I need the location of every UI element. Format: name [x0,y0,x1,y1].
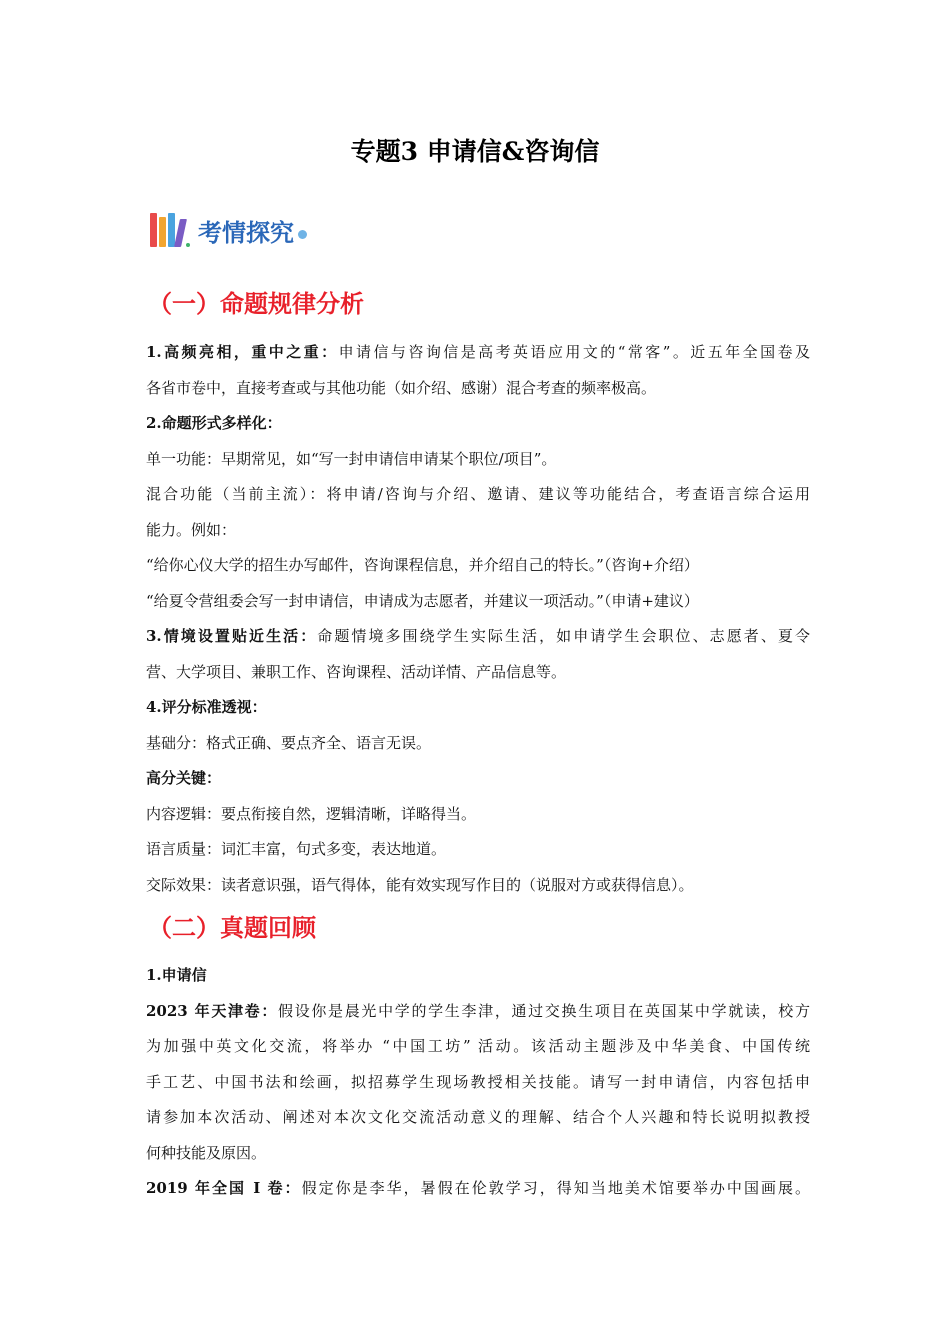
example-line: “给你心仪大学的招生办写邮件，咨询课程信息，并介绍自己的特长。”（咨询+介绍） [146,556,699,574]
paragraph-line: 基础分：格式正确、要点齐全、语言无误。 [146,733,432,752]
paragraph-line: 各省市卷中，直接考查或与其他功能（如介绍、感谢）混合考查的频率极高。 [146,378,657,397]
exam-analysis-banner [150,210,307,250]
paragraph-line: 交际效果：读者意识强，语气得体，能有效实现写作目的（说服对方或获得信息）。 [146,875,694,894]
paragraph-line: 能力。例如： [146,520,237,539]
paragraph-line: 单一功能：早期常见，如“写一封申请信申请某个职位/项目”。 [146,449,557,468]
paragraph-line: 营、大学项目、兼职工作、咨询课程、活动详情、产品信息等。 [146,662,567,681]
document-title: 专题3 申请信&咨询信 [350,137,600,166]
example-line: “给夏令营组委会写一封申请信，申请成为志愿者，并建议一项活动。”（申请+建议） [146,591,699,610]
paragraph-line: 语言质量：词汇丰富，句式多变，表达地道。 [146,840,447,858]
paragraph-heading: 4.评分标准透视： [146,698,267,716]
paragraph-line: 手工艺、中国书法和绘画，拟招募学生现场教授相关技能。请写一封申请信，内容包括申 [146,1072,810,1091]
paragraph-line: 请参加本次活动、阐述对本次文化交流活动意义的理解、结合个人兴趣和特长说明拟教授 [146,1108,810,1126]
paragraph-line: 内容逻辑：要点衔接自然，逻辑清晰，详略得当。 [146,804,477,823]
banner-label: 考情探究 [198,218,294,247]
subsection-heading: 1.申请信 [146,966,207,984]
paragraph-line: 2023 年天津卷：假设你是晨光中学的学生李津，通过交换生项目在英国某中学就读，校方 [146,1001,810,1020]
paragraph-line: 2019 年全国 I 卷：假定你是李华，暑假在伦敦学习，得知当地美术馆要举办中国画展。 [146,1179,810,1197]
paragraph-line: 3.情境设置贴近生活：命题情境多围绕学生实际生活，如申请学生会职位、志愿者、夏令 [146,627,810,645]
section2-body [146,958,810,1207]
books-icon [150,213,192,247]
paragraph-line: 混合功能（当前主流）：将申请/咨询与介绍、邀请、建议等功能结合，考查语言综合运用 [146,485,810,503]
section1-heading: （一）命题规律分析 [148,290,364,318]
paragraph-line: 为加强中英文化交流，将举办 “中国工坊” 活动。该活动主题涉及中华美食、中国传统 [146,1037,810,1055]
paragraph-heading: 高分关键： [146,769,222,787]
banner-dot-icon [298,230,307,239]
section1-body [146,335,810,903]
paragraph-heading: 2.命题形式多样化： [146,414,282,432]
section2-heading: （二）真题回顾 [148,914,316,942]
paragraph-line: 何种技能及原因。 [146,1143,267,1162]
paragraph-line: 1.高频亮相，重中之重：申请信与咨询信是高考英语应用文的“常客”。近五年全国卷及 [146,343,810,361]
